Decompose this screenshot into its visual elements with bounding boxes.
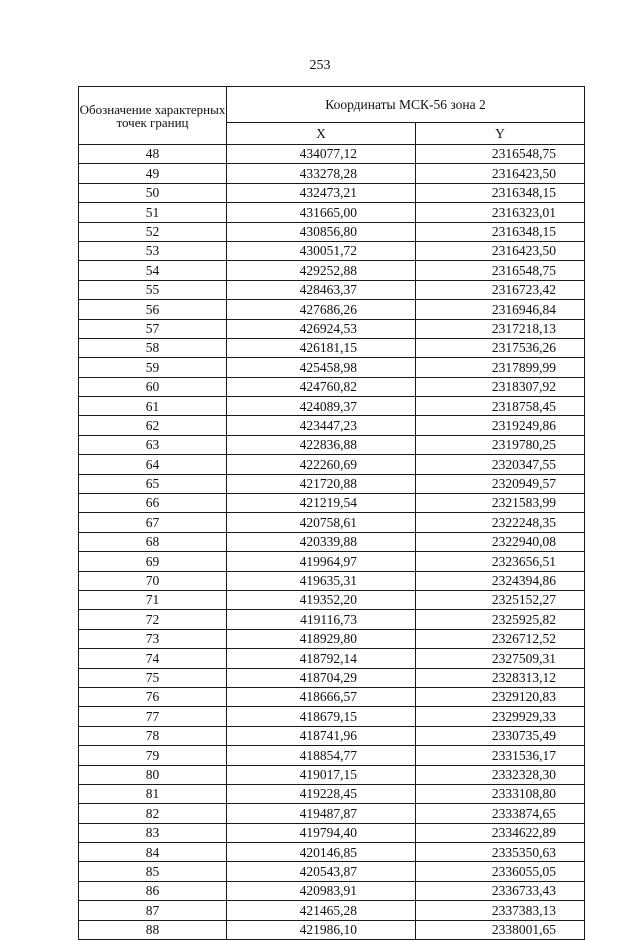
point-id-cell: 87 xyxy=(79,901,227,920)
y-coordinate-cell: 2321583,99 xyxy=(416,494,585,513)
x-coordinate-cell: 420543,87 xyxy=(227,862,416,881)
x-coordinate-cell: 418679,15 xyxy=(227,707,416,726)
table-row xyxy=(79,687,585,706)
point-id-cell: 54 xyxy=(79,261,227,280)
point-id-cell: 74 xyxy=(79,649,227,668)
table-row xyxy=(79,416,585,435)
point-id-cell: 65 xyxy=(79,474,227,493)
x-coordinate-cell: 418704,29 xyxy=(227,668,416,687)
x-coordinate-cell: 420983,91 xyxy=(227,881,416,900)
point-id-cell: 75 xyxy=(79,668,227,687)
table-row xyxy=(79,455,585,474)
table-row xyxy=(79,746,585,765)
x-coordinate-cell: 420339,88 xyxy=(227,532,416,551)
table-row xyxy=(79,843,585,862)
x-coordinate-cell: 419487,87 xyxy=(227,804,416,823)
y-coordinate-cell: 2322940,08 xyxy=(416,532,585,551)
point-id-cell: 88 xyxy=(79,920,227,939)
point-id-cell: 70 xyxy=(79,571,227,590)
table-row xyxy=(79,183,585,202)
table-row xyxy=(79,823,585,842)
point-id-cell: 62 xyxy=(79,416,227,435)
y-coordinate-cell: 2332328,30 xyxy=(416,765,585,784)
y-coordinate-cell: 2337383,13 xyxy=(416,901,585,920)
table-row xyxy=(79,765,585,784)
x-coordinate-cell: 418792,14 xyxy=(227,649,416,668)
table-row xyxy=(79,726,585,745)
y-coordinate-cell: 2329120,83 xyxy=(416,687,585,706)
y-coordinate-cell: 2323656,51 xyxy=(416,552,585,571)
x-coordinate-cell: 434077,12 xyxy=(227,145,416,164)
x-coordinate-cell: 433278,28 xyxy=(227,164,416,183)
table-row xyxy=(79,222,585,241)
point-id-cell: 51 xyxy=(79,203,227,222)
point-id-cell: 76 xyxy=(79,687,227,706)
y-coordinate-cell: 2335350,63 xyxy=(416,843,585,862)
point-id-cell: 50 xyxy=(79,183,227,202)
table-row xyxy=(79,862,585,881)
x-coordinate-cell: 418666,57 xyxy=(227,687,416,706)
table-row xyxy=(79,804,585,823)
point-id-cell: 77 xyxy=(79,707,227,726)
point-id-cell: 59 xyxy=(79,358,227,377)
x-coordinate-cell: 422260,69 xyxy=(227,455,416,474)
y-coordinate-cell: 2328313,12 xyxy=(416,668,585,687)
x-coordinate-cell: 419352,20 xyxy=(227,590,416,609)
y-coordinate-cell: 2316348,15 xyxy=(416,183,585,202)
x-coordinate-cell: 421465,28 xyxy=(227,901,416,920)
x-coordinate-cell: 430856,80 xyxy=(227,222,416,241)
table-row xyxy=(79,901,585,920)
y-coordinate-cell: 2316548,75 xyxy=(416,261,585,280)
y-coordinate-cell: 2318758,45 xyxy=(416,397,585,416)
x-coordinate-cell: 418854,77 xyxy=(227,746,416,765)
y-coordinate-cell: 2317899,99 xyxy=(416,358,585,377)
table-row xyxy=(79,571,585,590)
x-coordinate-cell: 419228,45 xyxy=(227,784,416,803)
y-column-header: Y xyxy=(416,123,585,145)
point-id-cell: 71 xyxy=(79,590,227,609)
point-id-header: Обозначение характерных точек границ xyxy=(79,87,227,145)
table-header xyxy=(79,87,585,145)
point-id-cell: 73 xyxy=(79,629,227,648)
x-coordinate-cell: 418741,96 xyxy=(227,726,416,745)
point-id-cell: 86 xyxy=(79,881,227,900)
table-row xyxy=(79,590,585,609)
x-coordinate-cell: 431665,00 xyxy=(227,203,416,222)
x-coordinate-cell: 421986,10 xyxy=(227,920,416,939)
table-row xyxy=(79,164,585,183)
x-coordinate-cell: 432473,21 xyxy=(227,183,416,202)
table-row xyxy=(79,649,585,668)
x-coordinate-cell: 426924,53 xyxy=(227,319,416,338)
point-id-cell: 66 xyxy=(79,494,227,513)
x-coordinate-cell: 418929,80 xyxy=(227,629,416,648)
x-coordinate-cell: 420146,85 xyxy=(227,843,416,862)
table-row xyxy=(79,435,585,454)
table-row xyxy=(79,784,585,803)
y-coordinate-cell: 2319249,86 xyxy=(416,416,585,435)
table-row xyxy=(79,300,585,319)
y-coordinate-cell: 2324394,86 xyxy=(416,571,585,590)
y-coordinate-cell: 2316548,75 xyxy=(416,145,585,164)
y-coordinate-cell: 2333108,80 xyxy=(416,784,585,803)
coordinates-group-header: Координаты МСК-56 зона 2 xyxy=(227,87,585,123)
x-coordinate-cell: 424760,82 xyxy=(227,377,416,396)
point-id-cell: 58 xyxy=(79,338,227,357)
table-row xyxy=(79,610,585,629)
x-coordinate-cell: 430051,72 xyxy=(227,241,416,260)
table-row xyxy=(79,241,585,260)
point-id-cell: 63 xyxy=(79,435,227,454)
y-coordinate-cell: 2316723,42 xyxy=(416,280,585,299)
y-coordinate-cell: 2325925,82 xyxy=(416,610,585,629)
point-id-cell: 82 xyxy=(79,804,227,823)
point-id-cell: 72 xyxy=(79,610,227,629)
point-id-cell: 84 xyxy=(79,843,227,862)
table-row xyxy=(79,397,585,416)
table-row xyxy=(79,319,585,338)
x-coordinate-cell: 425458,98 xyxy=(227,358,416,377)
point-id-cell: 56 xyxy=(79,300,227,319)
point-id-cell: 48 xyxy=(79,145,227,164)
point-id-cell: 83 xyxy=(79,823,227,842)
x-coordinate-cell: 423447,23 xyxy=(227,416,416,435)
x-coordinate-cell: 419794,40 xyxy=(227,823,416,842)
y-coordinate-cell: 2334622,89 xyxy=(416,823,585,842)
y-coordinate-cell: 2322248,35 xyxy=(416,513,585,532)
table-row xyxy=(79,920,585,939)
point-id-cell: 81 xyxy=(79,784,227,803)
x-coordinate-cell: 421219,54 xyxy=(227,494,416,513)
x-coordinate-cell: 426181,15 xyxy=(227,338,416,357)
table-body xyxy=(79,145,585,940)
table-row xyxy=(79,358,585,377)
y-coordinate-cell: 2329929,33 xyxy=(416,707,585,726)
table-row xyxy=(79,552,585,571)
y-coordinate-cell: 2318307,92 xyxy=(416,377,585,396)
table-row xyxy=(79,474,585,493)
y-coordinate-cell: 2330735,49 xyxy=(416,726,585,745)
x-coordinate-cell: 428463,37 xyxy=(227,280,416,299)
point-id-cell: 85 xyxy=(79,862,227,881)
table-row xyxy=(79,377,585,396)
point-id-cell: 69 xyxy=(79,552,227,571)
point-id-cell: 53 xyxy=(79,241,227,260)
table-row xyxy=(79,494,585,513)
y-coordinate-cell: 2316423,50 xyxy=(416,164,585,183)
y-coordinate-cell: 2319780,25 xyxy=(416,435,585,454)
table-row xyxy=(79,707,585,726)
y-coordinate-cell: 2320347,55 xyxy=(416,455,585,474)
point-id-cell: 57 xyxy=(79,319,227,338)
y-coordinate-cell: 2317218,13 xyxy=(416,319,585,338)
coordinates-table xyxy=(78,86,585,940)
y-coordinate-cell: 2316348,15 xyxy=(416,222,585,241)
table-row xyxy=(79,881,585,900)
y-coordinate-cell: 2336733,43 xyxy=(416,881,585,900)
x-coordinate-cell: 419635,31 xyxy=(227,571,416,590)
x-coordinate-cell: 419017,15 xyxy=(227,765,416,784)
table-row xyxy=(79,629,585,648)
y-coordinate-cell: 2333874,65 xyxy=(416,804,585,823)
y-coordinate-cell: 2317536,26 xyxy=(416,338,585,357)
y-coordinate-cell: 2316323,01 xyxy=(416,203,585,222)
table-row xyxy=(79,338,585,357)
y-coordinate-cell: 2325152,27 xyxy=(416,590,585,609)
x-coordinate-cell: 427686,26 xyxy=(227,300,416,319)
point-id-cell: 68 xyxy=(79,532,227,551)
table-row xyxy=(79,532,585,551)
x-column-header: X xyxy=(227,123,416,145)
point-id-cell: 55 xyxy=(79,280,227,299)
x-coordinate-cell: 419116,73 xyxy=(227,610,416,629)
x-coordinate-cell: 429252,88 xyxy=(227,261,416,280)
point-id-cell: 79 xyxy=(79,746,227,765)
x-coordinate-cell: 422836,88 xyxy=(227,435,416,454)
y-coordinate-cell: 2331536,17 xyxy=(416,746,585,765)
page-number: 253 xyxy=(309,58,331,73)
point-id-cell: 78 xyxy=(79,726,227,745)
table-row xyxy=(79,145,585,164)
table-row xyxy=(79,261,585,280)
y-coordinate-cell: 2327509,31 xyxy=(416,649,585,668)
table-row xyxy=(79,668,585,687)
y-coordinate-cell: 2316423,50 xyxy=(416,241,585,260)
point-id-cell: 52 xyxy=(79,222,227,241)
point-id-cell: 49 xyxy=(79,164,227,183)
table-row xyxy=(79,513,585,532)
y-coordinate-cell: 2320949,57 xyxy=(416,474,585,493)
point-id-cell: 64 xyxy=(79,455,227,474)
x-coordinate-cell: 420758,61 xyxy=(227,513,416,532)
x-coordinate-cell: 421720,88 xyxy=(227,474,416,493)
y-coordinate-cell: 2338001,65 xyxy=(416,920,585,939)
x-coordinate-cell: 424089,37 xyxy=(227,397,416,416)
point-id-cell: 80 xyxy=(79,765,227,784)
point-id-cell: 67 xyxy=(79,513,227,532)
y-coordinate-cell: 2336055,05 xyxy=(416,862,585,881)
y-coordinate-cell: 2326712,52 xyxy=(416,629,585,648)
point-id-cell: 61 xyxy=(79,397,227,416)
table-row xyxy=(79,280,585,299)
point-id-cell: 60 xyxy=(79,377,227,396)
table-row xyxy=(79,203,585,222)
x-coordinate-cell: 419964,97 xyxy=(227,552,416,571)
y-coordinate-cell: 2316946,84 xyxy=(416,300,585,319)
